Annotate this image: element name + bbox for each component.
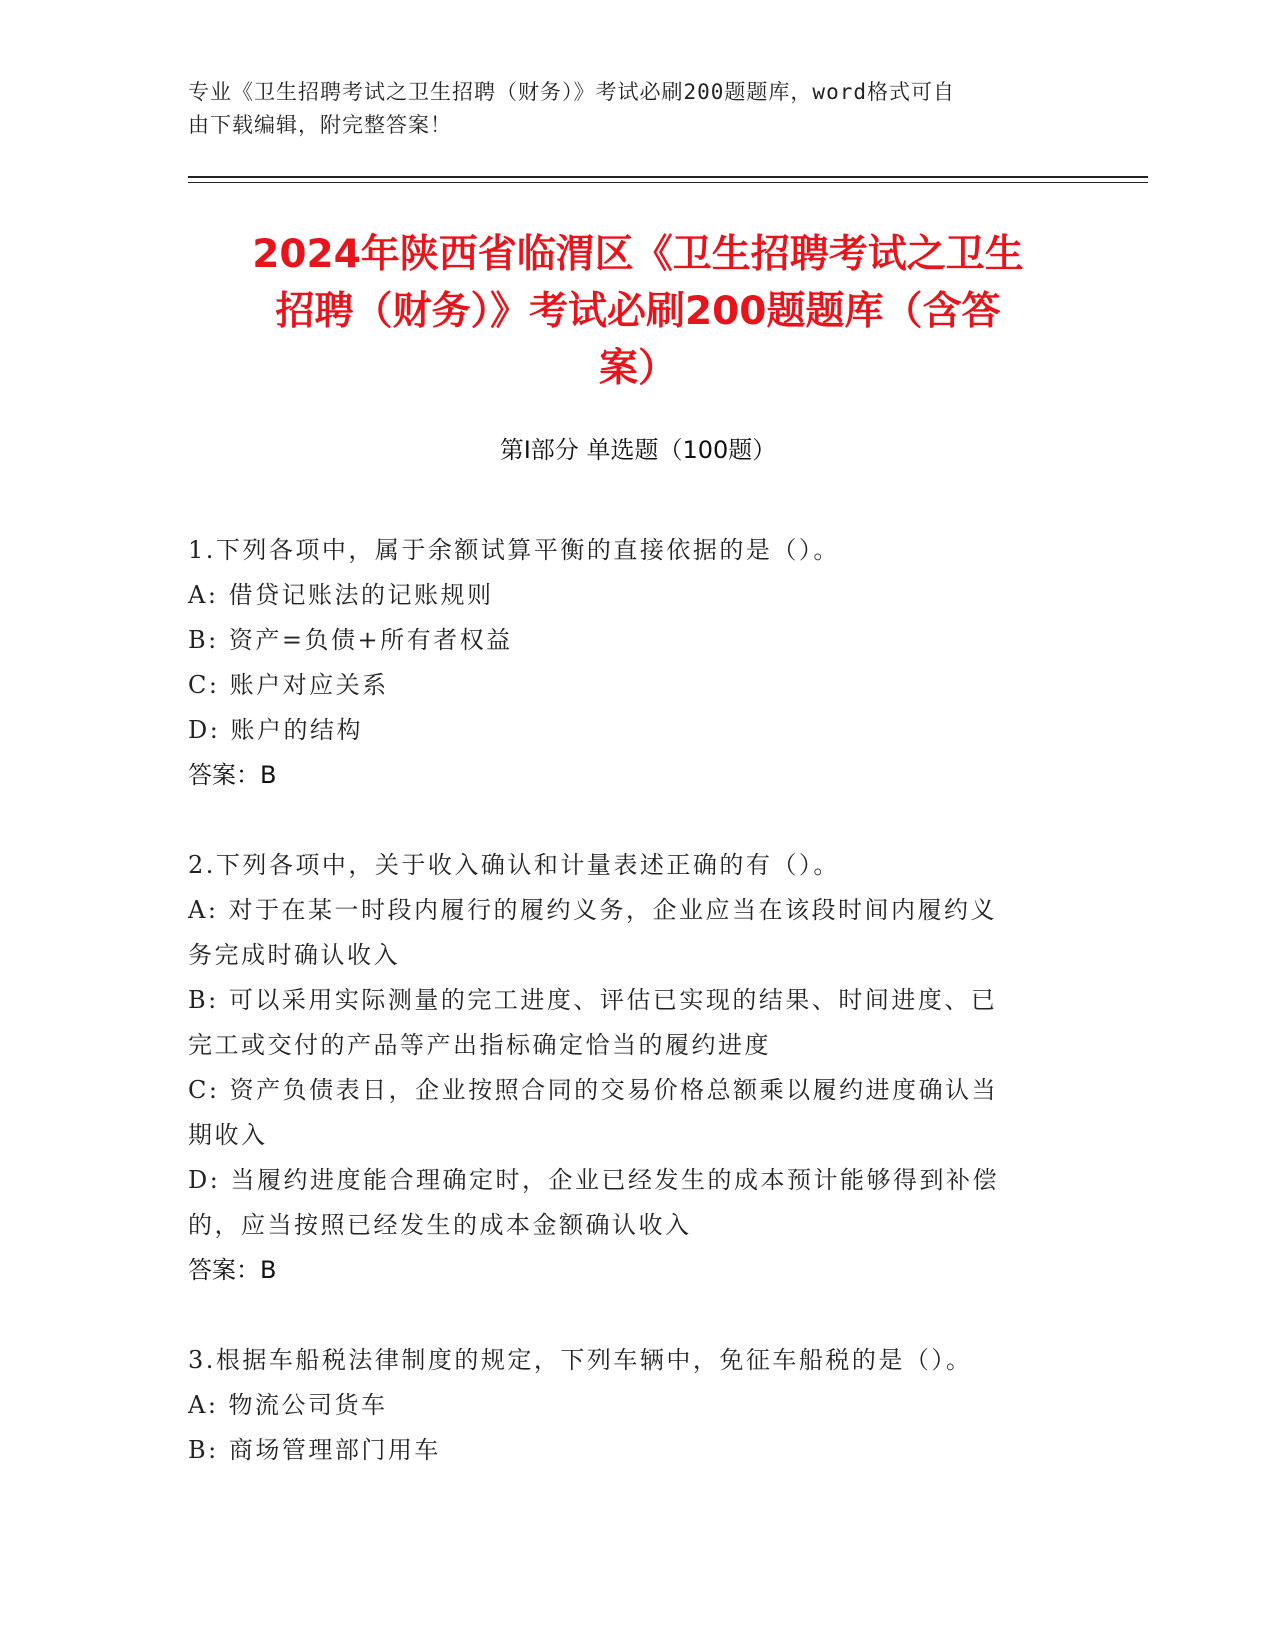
title-line: 招聘（财务）》考试必刷200题题库（含答 [275,289,1001,334]
question-option: B: 商场管理部门用车 [188,1436,441,1464]
question-option: B: 资产=负债+所有者权益 [188,626,513,654]
question-option: A: 对于在某一时段内履行的履约义务，企业应当在该段时间内履约义 [188,896,998,924]
title-line: 2024年陕西省临渭区《卫生招聘考试之卫生 [252,232,1024,277]
question-option: A: 物流公司货车 [188,1391,388,1419]
question-option: C: 资产负债表日，企业按照合同的交易价格总额乘以履约进度确认当 [188,1076,999,1104]
question-option: 的，应当按照已经发生的成本金额确认收入 [188,1211,692,1239]
question-answer: 答案：B [188,1256,277,1284]
header-note [188,76,1068,142]
question-option: 完工或交付的产品等产出指标确定恰当的履约进度 [188,1031,771,1059]
question-option: C: 账户对应关系 [188,671,389,699]
header-rule-thin [188,182,1148,183]
question-item [188,1338,1088,1473]
question-option: 期收入 [188,1121,268,1149]
question-item [188,843,1088,1293]
question-option: D: 当履约进度能合理确定时，企业已经发生的成本预计能够得到补偿 [188,1166,999,1194]
document-title [188,226,1088,397]
header-rule-thick [188,176,1148,178]
header-note-line: 专业《卫生招聘考试之卫生招聘（财务）》考试必刷200题题库，word格式可自 [188,80,955,104]
question-list [188,528,1088,1518]
question-option: B: 可以采用实际测量的完工进度、评估已实现的结果、时间进度、已 [188,986,998,1014]
question-item [188,528,1088,798]
question-answer: 答案：B [188,761,277,789]
question-stem: 1.下列各项中，属于余额试算平衡的直接依据的是（）。 [188,536,840,564]
header-note-line: 由下载编辑，附完整答案！ [188,113,452,137]
title-line: 案） [598,346,677,391]
question-option: D: 账户的结构 [188,716,363,744]
section-heading: 第Ⅰ部分 单选题（100题） [499,436,777,464]
question-option: A: 借贷记账法的记账规则 [188,581,494,609]
question-option: 务完成时确认收入 [188,941,400,969]
question-stem: 3.根据车船税法律制度的规定，下列车辆中，免征车船税的是（）。 [188,1346,973,1374]
question-stem: 2.下列各项中，关于收入确认和计量表述正确的有（）。 [188,851,840,879]
